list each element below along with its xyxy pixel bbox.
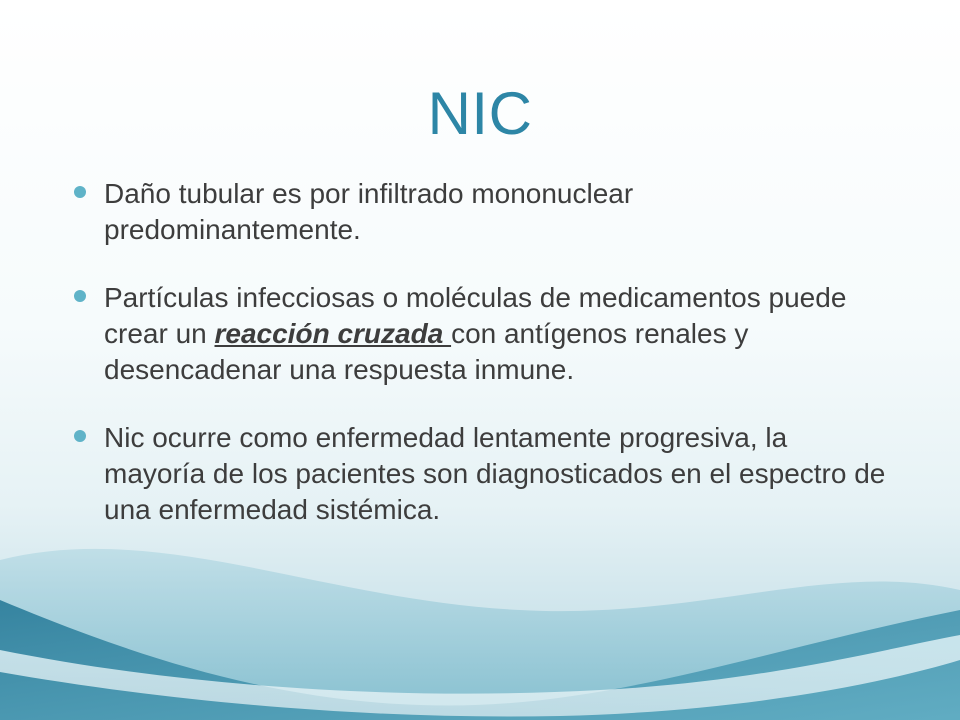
bullet-text-after: con antígenos renales y desencadenar una respuesta inmune. [104,318,749,385]
bullet-dot-icon [74,290,86,302]
bullet-item [74,176,894,248]
bullet-list [74,176,894,560]
bullet-item [74,420,894,528]
bullet-text: Nic ocurre como enfermedad lentamente progresiva, la mayoría de los pacientes son diagnosticados en el espectro de una enfermedad sistémica. [104,422,886,525]
bullet-dot-icon [74,430,86,442]
bullet-item [74,280,894,388]
emphasized-term: reacción cruzada [214,318,452,349]
bullet-dot-icon [74,186,86,198]
slide-title: NIC [427,80,533,147]
bullet-text-before: Partículas infecciosas o moléculas de medicamentos puede crear un [104,282,847,349]
bullet-text: Daño tubular es por infiltrado mononuclear predominantemente. [104,178,634,245]
